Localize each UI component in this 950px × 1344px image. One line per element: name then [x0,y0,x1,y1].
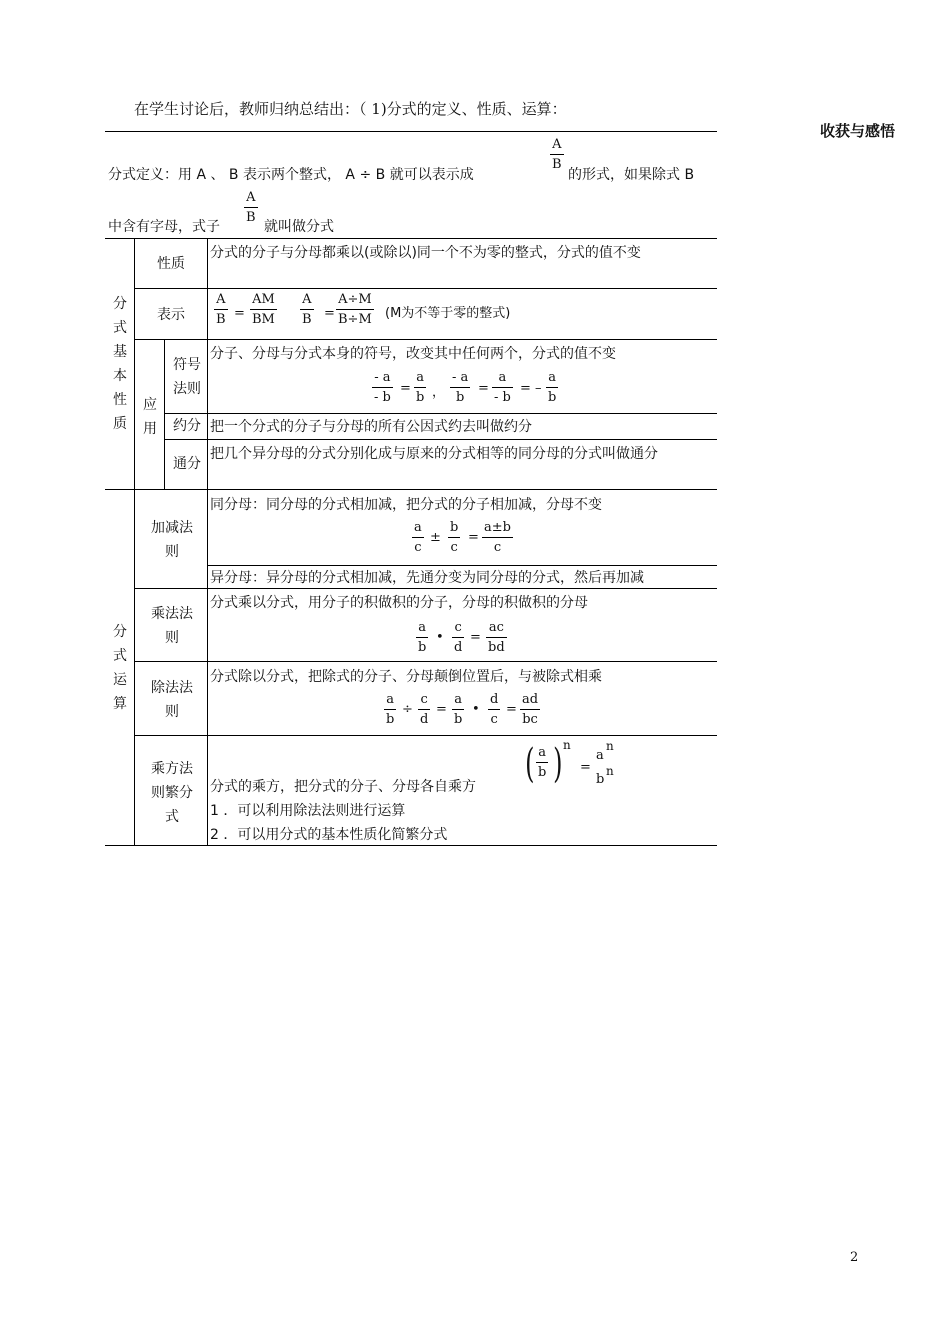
numerator: a [538,745,547,760]
intro-text: 在学生讨论后，教师归纳总结出：（ 1)分式的定义、性质、运算： [134,100,567,118]
numerator: a [414,520,422,535]
represent-frac-4 [336,292,374,327]
denominator: - b [494,390,511,405]
sign-rule-text: 分子、分母与分式本身的符号，改变其中任何两个，分式的值不变 [210,346,616,362]
represent-frac-1 [214,292,228,327]
denominator: b [418,640,427,655]
add-same-denominator-text: 同分母：同分母的分式相加减，把分式的分子相加减，分母不变 [210,497,602,513]
common-denominator-text: 把几个异分母的分式分别化成与原来的分式相等的同分母的分式叫做通分 [210,446,658,462]
div-frac-3 [452,692,464,727]
numerator: a [418,620,427,635]
denominator: b [548,390,557,405]
multiply-label: 乘法法则 [151,606,193,646]
fraction-bar [546,387,558,388]
top-rule [105,131,717,132]
result-denominator-exponent: n [606,764,614,778]
mul-frac-2 [452,620,464,655]
add-frac-2 [448,520,460,555]
equals-minus: = – [520,381,542,396]
denominator: b [538,765,547,780]
represent-frac-3 [300,292,314,327]
fraction-bar [520,709,540,710]
numerator: A÷M [338,292,372,307]
definition-fraction-2 [244,190,258,225]
numerator: a [386,692,395,707]
fraction-denominator: B [246,210,256,225]
divide-sign: ÷ [402,702,413,717]
numerator: a [454,692,463,707]
numerator: c [420,692,428,707]
numerator: a [498,370,507,385]
divide-label: 除法法则 [151,680,193,720]
div-frac-4 [488,692,500,727]
table-rule [105,489,717,490]
equals-sign: = [470,630,481,645]
fraction-bar [492,387,513,388]
denominator: c [414,540,422,555]
multiply-dot: • [472,702,480,717]
pow-base-fraction [536,745,548,780]
table-rule [164,439,717,440]
divide-text: 分式除以分式，把除式的分子、分母颠倒位置后，与被除式相乘 [210,669,602,685]
sign-rule-label: 符号法则 [173,357,201,397]
table-rule [134,238,135,845]
equals-sign: = [478,381,489,396]
apply-label: 应用 [143,397,157,437]
table-rule [207,565,717,566]
mul-frac-1 [416,620,428,655]
plus-minus-sign: ± [430,530,441,545]
fraction-bar [452,637,464,638]
numerator: a [548,370,557,385]
numerator: d [490,692,499,707]
fraction-bar [416,637,428,638]
fraction-bar [412,537,424,538]
numerator: ad [522,692,539,707]
reduce-text: 把一个分式的分子与分母的所有公因式约去叫做约分 [210,419,532,435]
denominator: B÷M [338,312,372,327]
denominator: b [386,712,395,727]
denominator: d [420,712,429,727]
denominator: B [302,312,312,327]
mul-frac-3 [486,620,507,655]
right-paren: ) [553,741,563,787]
numerator: a±b [484,520,511,535]
numerator: A [216,292,226,307]
fraction-bar [488,709,500,710]
denominator: b [416,390,425,405]
represent-label: 表示 [157,307,185,323]
equals-sign: = [324,306,335,321]
denominator: B [216,312,226,327]
numerator: AM [252,292,275,307]
denominator: c [493,540,502,555]
div-frac-1 [384,692,396,727]
result-numerator-exponent: n [606,739,614,753]
left-paren: ( [525,741,535,787]
result-numerator: a [596,748,604,763]
sign-frac-4 [492,370,513,405]
numerator: a [416,370,425,385]
definition-line2-post: 就叫做分式 [264,219,334,235]
denominator: c [490,712,498,727]
fraction-bar [448,537,460,538]
numerator: A [302,292,312,307]
property-text: 分式的分子与分母都乘以(或除以)同一个不为零的整式，分式的值不变 [210,245,641,261]
add-frac-1 [412,520,424,555]
power-text: 分式的乘方，把分式的分子、分母各自乘方 [210,779,476,795]
denominator: bc [522,712,538,727]
fraction-bar [372,387,393,388]
fraction-bar [250,309,277,310]
section-operations-label: 分式运算 [113,624,127,712]
fraction-bar [384,709,396,710]
denominator: d [454,640,463,655]
fraction-bar [536,762,548,763]
equals-sign: = [506,702,517,717]
table-rule [164,413,717,414]
denominator: - b [374,390,391,405]
represent-frac-2 [250,292,277,327]
table-rule [134,288,717,289]
section-basic-properties-label: 分式基本性质 [113,296,127,432]
equals-sign: = [436,702,447,717]
definition-line1-post: 的形式，如果除式 B [568,167,695,183]
power-complex-label: 乘方法则繁分式 [151,761,193,825]
fraction-bar [300,309,314,310]
fraction-bar [486,637,507,638]
fraction-numerator: A [552,137,562,152]
table-rule [134,735,717,736]
fraction-numerator: A [246,190,256,205]
numerator: - a [374,370,391,385]
sign-frac-2 [414,370,426,405]
equals-sign: = [400,381,411,396]
reduce-label: 约分 [173,418,201,434]
fraction-bar [244,207,258,208]
fraction-bar [452,709,464,710]
div-frac-5 [520,692,540,727]
complex-fraction-rule-1: 1 ．可以利用除法法则进行运算 [210,803,406,819]
table-rule [134,661,717,662]
represent-note: (M为不等于零的整式) [385,306,511,321]
numerator: b [450,520,459,535]
add-frac-3 [482,520,513,555]
fraction-bar [550,154,564,155]
denominator: b [454,712,463,727]
numerator: - a [452,370,469,385]
comma: ， [432,385,446,400]
table-rule [164,339,165,489]
definition-fraction-1 [550,137,564,172]
sign-frac-5 [546,370,558,405]
add-subtract-label: 加减法则 [151,520,193,560]
exponent: n [563,738,571,752]
multiply-dot: • [436,630,444,645]
fraction-bar [450,387,470,388]
equals-sign: = [234,306,245,321]
definition-line1-pre: 分式定义：用 A 、 B 表示两个整式， A ÷ B 就可以表示成 [108,167,474,183]
common-denominator-label: 通分 [173,456,201,472]
sign-frac-1 [372,370,393,405]
fraction-denominator: B [552,157,562,172]
complex-fraction-rule-2: 2 ．可以用分式的基本性质化简繁分式 [210,827,448,843]
equals-sign: = [468,530,479,545]
table-rule [134,339,717,340]
fraction-bar [414,387,426,388]
fraction-bar [418,709,430,710]
side-title: 收获与感悟 [820,122,896,140]
table-rule [105,238,717,239]
multiply-text: 分式乘以分式，用分子的积做积的分子，分母的积做积的分母 [210,595,588,611]
definition-line2-pre: 中含有字母，式子 [108,219,220,235]
fraction-bar [482,537,513,538]
page-number: 2 [850,1250,859,1265]
denominator: BM [252,312,275,327]
numerator: ac [488,620,504,635]
sign-frac-3 [450,370,470,405]
table-rule [207,238,208,845]
denominator: bd [488,640,505,655]
add-different-denominator-text: 异分母：异分母的分式相加减，先通分变为同分母的分式，然后再加减 [210,570,644,586]
fraction-bar [214,309,228,310]
denominator: b [455,390,465,405]
fraction-bar [336,309,374,310]
result-denominator: b [596,772,605,787]
denominator: c [450,540,458,555]
property-label: 性质 [157,256,185,272]
div-frac-2 [418,692,430,727]
numerator: c [454,620,462,635]
equals-sign: = [580,760,591,775]
